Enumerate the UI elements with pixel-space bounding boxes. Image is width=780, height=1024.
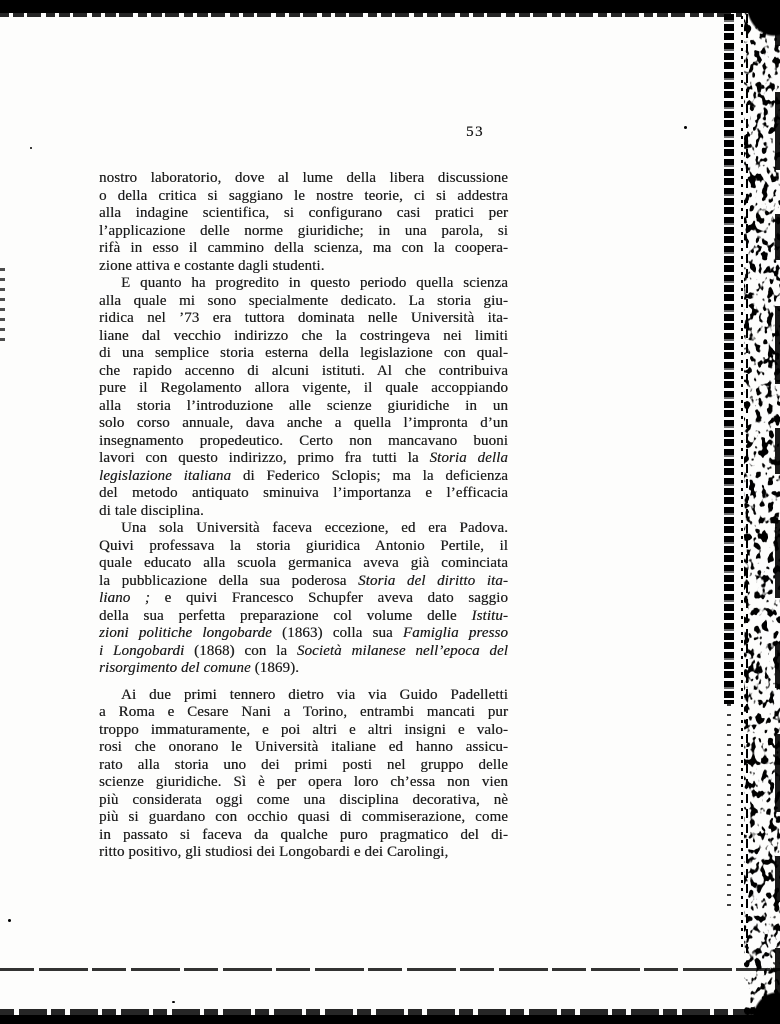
scan-speck-artifact — [30, 147, 32, 149]
scan-left-edge-marks-artifact — [0, 268, 5, 348]
text-line: liane dal vecchio indirizzo che la costringeva nei limiti — [99, 327, 508, 344]
text-line: liano ; e quivi Francesco Schupfer aveva dato saggio — [99, 590, 508, 606]
text-line: a Roma e Cesare Nani a Torino, entrambi mancati pur — [99, 704, 508, 720]
page-number: 53 — [466, 124, 484, 140]
text-line: risorgimento del comune (1869). — [99, 660, 300, 676]
text-line: ridica nel ’73 era tuttora dominata nelle Università ita- — [99, 310, 508, 326]
text-line: rato alla storia uno dei primi posti nel gruppo delle — [99, 756, 508, 773]
scan-gutter-shadow-tail-artifact — [727, 704, 731, 914]
text-line: l’applicazione delle norme giuridiche; in una parola, si — [99, 222, 508, 239]
text-line: zione attiva e costante dagli studenti. — [99, 257, 325, 274]
text-line: di tale disciplina. — [99, 502, 204, 519]
text-line: alla indagine scientifica, si configurano casi pratici per — [99, 205, 508, 221]
text-line: Ai due primi tennero dietro via via Guido Padelletti — [121, 686, 508, 703]
scan-gutter-shadow-artifact — [724, 14, 734, 704]
text-line: ritto positivo, gli studiosi dei Longobardi e dei Carolingi, — [99, 844, 449, 860]
text-line: i Longobardi (1868) con la Società milanese nell’epoca del — [99, 642, 508, 659]
text-line: Una sola Università faceva eccezione, ed era Padova. — [121, 520, 508, 536]
text-line: più si guardano con occhio quasi di commiserazione, come — [99, 809, 508, 825]
text-line: o della critica si saggiano le nostre teorie, ci si addestra — [99, 187, 508, 204]
text-line: più considerata oggi come una disciplina decorativa, nè — [99, 791, 508, 808]
text-line: della sua perfetta preparazione col volume delle Istitu- — [99, 607, 508, 624]
text-line: in passato si faceva da qualche puro pragmatico del di- — [99, 826, 508, 843]
scan-bottom-ragged-edge-artifact — [0, 1009, 780, 1015]
text-line: solo corso annuale, dava anche a quella l’impronta d’un — [99, 415, 508, 431]
text-line: Quivi professava la storia giuridica Antonio Pertile, il — [99, 537, 508, 554]
text-line: alla quale mi sono specialmente dedicato. La storia giu- — [99, 292, 508, 309]
text-line: di una semplice storia esterna della legislazione con qual- — [99, 345, 508, 361]
text-line: insegnamento propedeutico. Certo non mancavano buoni — [99, 432, 508, 449]
text-line: nostro laboratorio, dove al lume della libera discussione — [99, 170, 508, 186]
paragraph — [99, 687, 508, 862]
text-line: lavori con questo indirizzo, primo fra tutti la Storia della — [99, 450, 508, 466]
scan-binding-dotted-line-artifact — [741, 16, 743, 950]
paragraph — [99, 275, 508, 520]
text-line: quale educato alla scuola germanica aveva già cominciata — [99, 555, 508, 571]
text-line: rifà in esso il cammino della scienza, ma con la coopera- — [99, 240, 508, 256]
scan-top-edge-artifact — [0, 0, 780, 13]
text-line: la pubblicazione della sua poderosa Storia del diritto ita- — [99, 572, 508, 589]
scan-speck-artifact — [172, 1001, 175, 1003]
text-block — [99, 170, 508, 862]
scan-speck-artifact — [684, 126, 687, 129]
text-line: legislazione italiana di Federico Sclopis; ma la deficienza — [99, 467, 508, 484]
text-line: pure il Regolamento allora vigente, il quale accoppiando — [99, 380, 508, 396]
text-line: rosi che onorano le Università italiane ed hanno assicu- — [99, 739, 508, 755]
scan-page-edge-noise-artifact — [744, 0, 780, 1024]
paragraph — [99, 520, 508, 678]
paragraph — [99, 170, 508, 275]
text-line: che rapido accenno di alcuni istituti. Al che contribuiva — [99, 362, 508, 379]
scan-bottom-fold-line-artifact — [0, 968, 780, 971]
text-line: alla storia l’introduzione alle scienze giuridiche in un — [99, 397, 508, 414]
text-line: E quanto ha progredito in questo periodo quella scienza — [121, 275, 508, 291]
text-line: del metodo antiquato sminuiva l’importanza e l’efficacia — [99, 485, 508, 501]
text-line: zioni politiche longobarde (1863) colla sua Famiglia presso — [99, 625, 508, 641]
text-line: scienze giuridiche. Sì è per opera loro ch’essa non vien — [99, 774, 508, 790]
scan-speck-artifact — [8, 919, 11, 922]
text-line: troppo immaturamente, e poi altri e altri insigni e valo- — [99, 721, 508, 738]
scan-top-ragged-edge-artifact — [0, 13, 742, 17]
scan-bottom-edge-artifact — [0, 1015, 780, 1024]
